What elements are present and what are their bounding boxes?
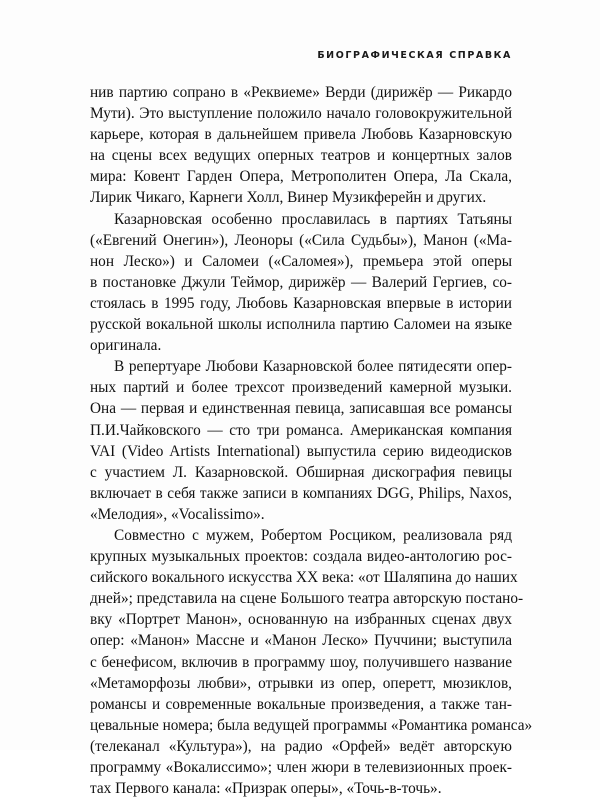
text-line: Совместно с мужем, Робертом Росциком, реализовала ряд xyxy=(114,526,512,544)
text-line: с участием Л. Казарновской. Обширная дискография певицы xyxy=(90,463,512,481)
text-line: опер: «Манон» Массне и «Манон Леско» Пуччини; выступила xyxy=(90,632,512,650)
text-line: карьере, которая в дальнейшем привела Любовь Казарновскую xyxy=(90,126,512,144)
text-line: стоялась в 1995 году, Любовь Казарновская впервые в истории xyxy=(90,294,512,312)
text-line: на сцены всех ведущих оперных театров и концертных залов xyxy=(90,147,512,165)
paragraph xyxy=(90,356,512,525)
text-line: крупных музыкальных проектов: создала видео-антологию рос- xyxy=(90,548,512,566)
running-header: БИОГРАФИЧЕСКАЯ СПРАВКА xyxy=(317,50,512,61)
text-line: мира: Ковент Гарден Опера, Метрополитен Опера, Ла Скала, xyxy=(90,168,512,186)
text-line: «Мелодия», «Vocalissimo». xyxy=(90,505,265,523)
text-line: нон Леско») и Саломеи («Саломея»), премьера этой оперы xyxy=(90,252,512,270)
text-line: программу «Вокалиссимо»; член жюри в телевизионных проек- xyxy=(90,759,512,776)
text-line: (телеканал «Культура»), на радио «Орфей» ведёт авторскую xyxy=(90,737,512,755)
text-line: русской вокальной школы исполнила партию Саломеи на языке xyxy=(90,316,512,334)
text-line: ных партий и более трехсот произведений камерной музыки. xyxy=(90,379,512,397)
text-line: романсы и современные вокальные произведения, а также тан- xyxy=(90,695,512,713)
text-line: сийского вокального искусства XX века: «от Шаляпина до наших xyxy=(90,569,518,587)
text-line: Мути). Это выступление положило начало головокружительной xyxy=(90,105,512,123)
text-line: в постановке Джули Теймор, дирижёр — Валерий Гергиев, со- xyxy=(90,273,512,291)
text-line: включает в себя также записи в компаниях DGG, Philips, Naxos, xyxy=(90,484,512,502)
paragraph xyxy=(90,525,533,799)
paragraph xyxy=(90,209,512,357)
text-line: оригинала. xyxy=(90,337,162,355)
text-line: нив партию сопрано в «Реквиеме» Верди (дирижёр — Рикардо xyxy=(90,84,512,101)
text-line: вку «Портрет Манон», основанную на избранных сценах двух xyxy=(90,611,512,629)
text-line: П.И.Чайковского — сто три романса. Американская компания xyxy=(90,421,512,439)
text-line: VAI (Video Artists International) выпустила серию видеодисков xyxy=(90,442,512,460)
body-text xyxy=(90,82,533,799)
text-line: с бенефисом, включив в программу шоу, получившего название xyxy=(90,653,512,671)
text-line: Она — первая и единственная певица, записавшая все романсы xyxy=(90,400,512,418)
text-line: («Евгений Онегин»), Леоноры («Сила Судьбы»), Манон («Ма- xyxy=(90,231,512,249)
text-line: В репертуаре Любови Казарновской более пятидесяти опер- xyxy=(114,358,512,376)
text-line: Лирик Чикаго, Карнеги Холл, Винер Музикферейн и других. xyxy=(90,189,487,207)
text-line: цевальные номера; была ведущей программы «Романтика романса» xyxy=(90,716,533,734)
text-line: тах Первого канала: «Призрак оперы», «Точь-в-точь». xyxy=(90,780,442,798)
text-line: «Метаморфозы любви», отрывки из опер, оперетт, мюзиклов, xyxy=(90,674,512,692)
text-line: дней»; представила на сцене Большого театра авторскую постано- xyxy=(90,590,524,608)
paragraph xyxy=(90,82,512,209)
text-line: Казарновская особенно прославилась в партиях Татьяны xyxy=(114,210,512,228)
